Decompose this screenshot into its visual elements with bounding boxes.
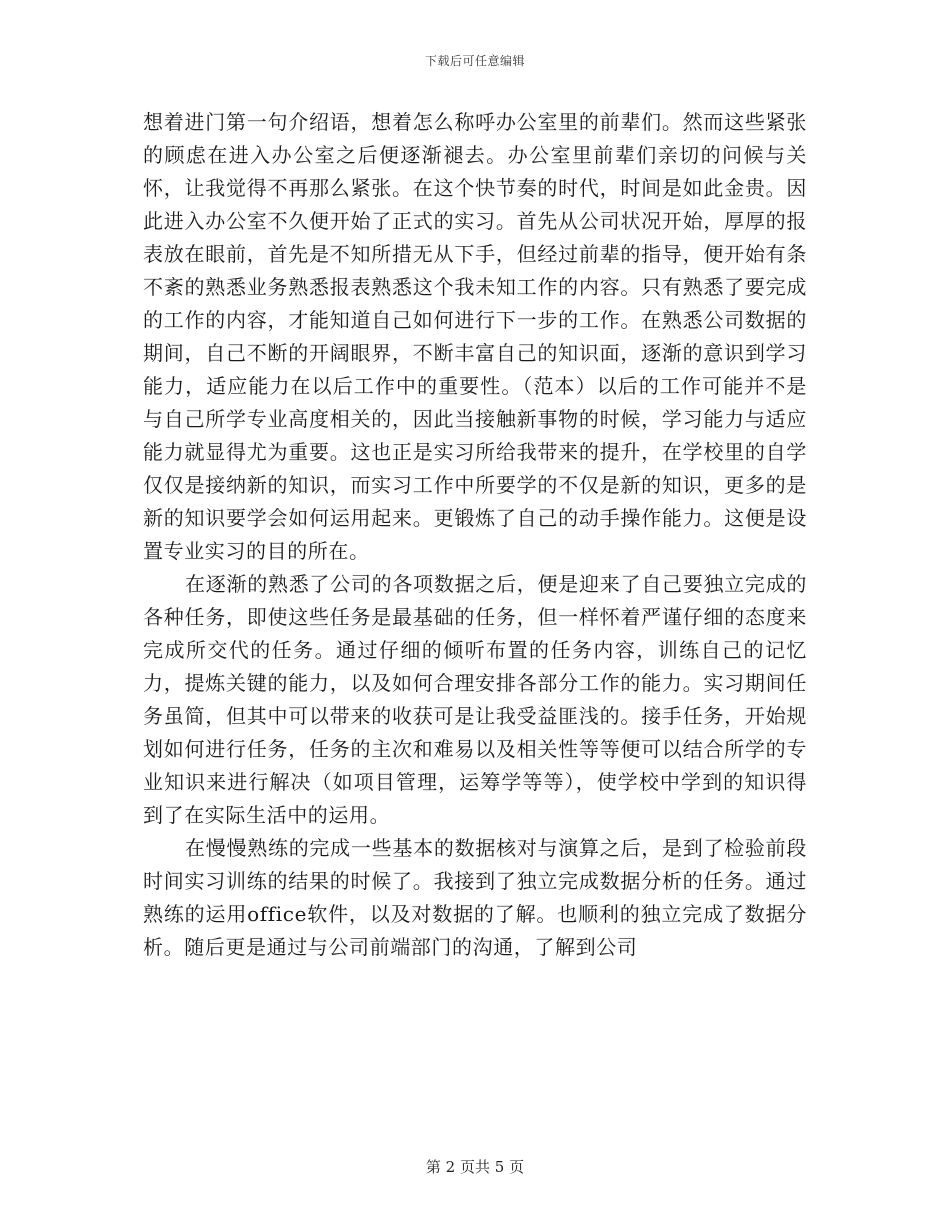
paragraph-3: 在慢慢熟练的完成一些基本的数据核对与演算之后，是到了检验前段时间实习训练的结果的时候了。我接到了独立完成数据分析的任务。通过熟练的运用office软件，以及对数据的了解。也顺利的独立完成了数据分析。随后更是通过与公司前端部门的沟通，了解到公司 [143,836,807,959]
paragraph-2: 在逐渐的熟悉了公司的各项数据之后，便是迎来了自己要独立完成的各种任务，即使这些任务是最基础的任务，但一样怀着严谨仔细的态度来完成所交代的任务。通过仔细的倾听布置的任务内容，训练自己的记忆力，提炼关键的能力，以及如何合理安排各部分工作的能力。实习期间任务虽简，但其中可以带来的收获可是让我受益匪浅的。接手任务，开始规划如何进行任务，任务的主次和难易以及相关性等等便可以结合所学的专业知识来进行解决（如项目管理，运筹学等等），使学校中学到的知识得到了在实际生活中的运用。 [143,572,807,827]
document-body [143,106,807,964]
page-header: 下载后可任意编辑 [424,54,525,68]
page-number: 第 2 页共 5 页 [425,1158,525,1176]
paragraph-1: 想着进门第一句介绍语，想着怎么称呼办公室里的前辈们。然而这些紧张的顾虑在进入办公室之后便逐渐褪去。办公室里前辈们亲切的问候与关怀，让我觉得不再那么紧张。在这个快节奏的时代，时间是如此金贵。因此进入办公室不久便开始了正式的实习。首先从公司状况开始，厚厚的报表放在眼前，首先是不知所措无从下手，但经过前辈的指导，便开始有条不紊的熟悉业务熟悉报表熟悉这个我未知工作的内容。只有熟悉了要完成的工作的内容，才能知道自己如何进行下一步的工作。在熟悉公司数据的期间，自己不断的开阔眼界，不断丰富自己的知识面，逐渐的意识到学习能力，适应能力在以后工作中的重要性。（范本）以后的工作可能并不是与自己所学专业高度相关的，因此当接触新事物的时候，学习能力与适应能力就显得尤为重要。这也正是实习所给我带来的提升，在学校里的自学仅仅是接纳新的知识，而实习工作中所要学的不仅是新的知识，更多的是新的知识要学会如何运用起来。更锻炼了自己的动手操作能力。这便是设置专业实习的目的所在。 [143,110,807,563]
